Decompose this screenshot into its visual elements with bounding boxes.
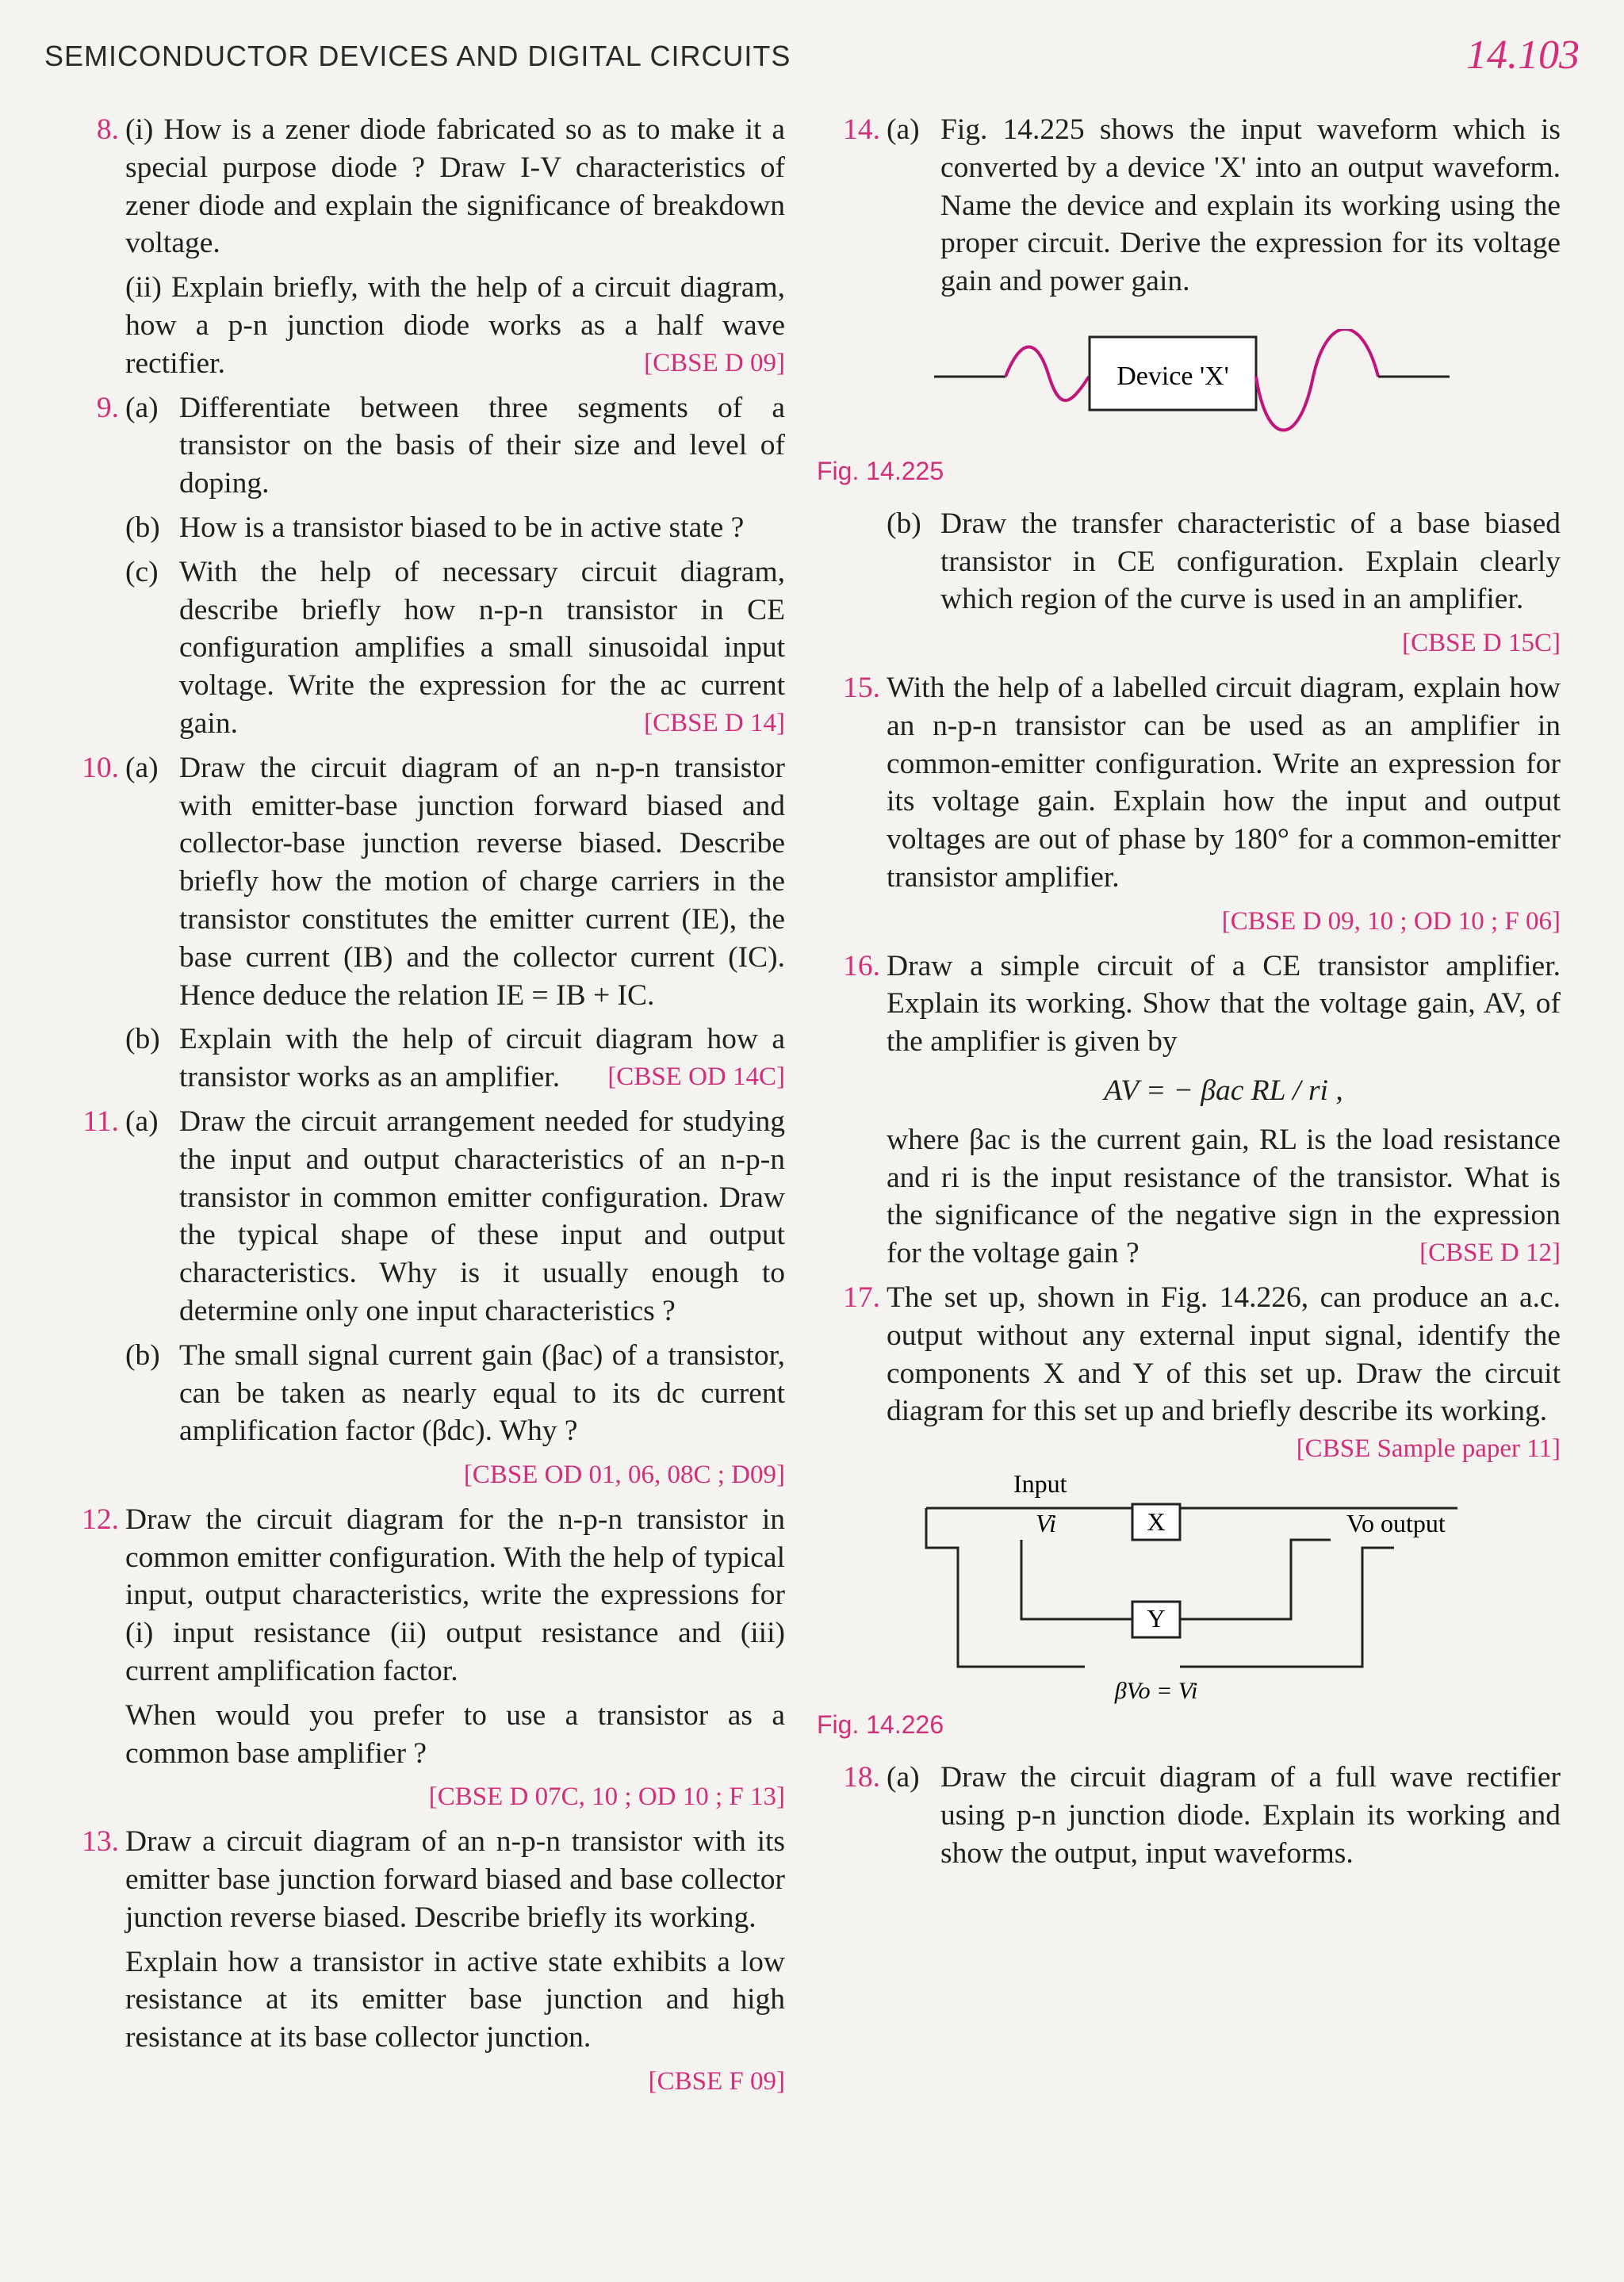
part-label: (b) (125, 511, 160, 544)
component-x-label: X (1147, 1507, 1166, 1536)
page-header (44, 32, 1580, 79)
question-15-text: With the help of a labelled circuit diagram, explain how an n-p-n transistor can be used as an amplifier in common-emitter configuration. Write an expression for its voltage gain. Explain how the input and output voltages are out of phase by 180° for a common-emitter transistor amplifier. (887, 671, 1561, 894)
part-label: (b) (125, 1338, 160, 1372)
question-number: 8. (96, 113, 119, 146)
question-number: 12. (82, 1503, 119, 1536)
question-9-part-c: With the help of necessary circuit diagram, describe briefly how n-p-n transistor in CE configuration amplifies a small sinusoidal input voltage. Write the expression for the ac current gain. [CBSE D 14] (179, 553, 785, 743)
question-18 (823, 1759, 1561, 1872)
question-number: 9. (96, 391, 119, 424)
question-8-part-i: (i) How is a zener diode fabricated so as to make it a special purpose diode ? Draw I-V characteristics of zener diode and explain the significance of breakdown voltage. (125, 113, 785, 260)
left-column (62, 111, 785, 2108)
question-11-part-a: Draw the circuit arrangement needed for studying the input and output characteristics of an n-p-n transistor in common emitter configuration. Draw the typical shape of these input and output characteristics. Why is it usually enough to determine only one input characteristics ? (179, 1105, 785, 1327)
question-16 (823, 948, 1561, 1273)
question-10-part-b: Explain with the help of circuit diagram how a transistor works as an amplifier. [CBSE OD 14C] (179, 1020, 785, 1097)
device-x-diagram (823, 329, 1561, 448)
part-label: (c) (125, 555, 159, 588)
question-14 (817, 111, 1561, 663)
question-18-part-a: Draw the circuit diagram of a full wave rectifier using p-n junction diode. Explain its working and show the output, input waveforms. (940, 1760, 1561, 1870)
component-y-label: Y (1147, 1603, 1166, 1633)
citation: [CBSE D 09, 10 ; OD 10 ; F 06] (1221, 906, 1561, 936)
question-number: 11. (82, 1105, 119, 1138)
question-12-followup: When would you prefer to use a transistor as a common base amplifier ? (125, 1698, 785, 1770)
figure-label: Fig. 14.226 (817, 1710, 944, 1740)
feedback-relation: βVo = Vi (1114, 1677, 1198, 1704)
question-11 (62, 1103, 785, 1495)
question-8-part-ii: (ii) Explain briefly, with the help of a circuit diagram, how a p-n junction diode works as a half wave rectifier. [CBSE D 09] (125, 269, 785, 382)
question-17-text: The set up, shown in Fig. 14.226, can produce an a.c. output without any external input signal, identify the components X and Y of this set up. Draw the circuit diagram for this set up and briefly describe its working. [CBSE Sample paper 11] (887, 1279, 1561, 1430)
question-13 (62, 1823, 785, 2101)
citation: [CBSE F 09] (648, 2067, 785, 2096)
question-16-text: Draw a simple circuit of a CE transistor amplifier. Explain its working. Show that the voltage gain, AV, of the amplifier is given by (887, 949, 1561, 1059)
figure-14-225 (823, 329, 1561, 448)
question-12 (62, 1501, 785, 1817)
part-label: (a) (125, 1105, 159, 1138)
citation: [CBSE D 12] (1419, 1239, 1561, 1268)
part-label: (b) (125, 1023, 160, 1056)
voltage-gain-formula: AV = − βac RL / ri , (1104, 1074, 1343, 1107)
citation: [CBSE D 14] (644, 708, 785, 737)
question-9-part-b: How is a transistor biased to be in active state ? (179, 511, 745, 544)
question-number: 17. (843, 1281, 880, 1314)
question-8 (62, 111, 785, 383)
vi-label: Vi (1036, 1508, 1057, 1537)
figure-14-226 (823, 1445, 1561, 1704)
citation: [CBSE D 09] (644, 348, 785, 377)
citation: [CBSE OD 01, 06, 08C ; D09] (463, 1461, 785, 1490)
part-label: (a) (887, 113, 920, 146)
question-number: 13. (82, 1825, 119, 1859)
book-title: SEMICONDUCTOR DEVICES AND DIGITAL CIRCUITS (44, 40, 791, 72)
question-10 (62, 749, 785, 1097)
question-17 (817, 1279, 1561, 1744)
citation: [CBSE D 15C] (1402, 629, 1561, 658)
part-label: (b) (887, 507, 921, 540)
question-number: 16. (843, 949, 880, 982)
question-14-part-a: Fig. 14.225 shows the input waveform which is converted by a device 'X' into an output waveform. Name the device and explain its working using the proper circuit. Derive the expression for its voltage gain and power gain. (940, 113, 1561, 298)
question-9-part-a: Differentiate between three segments of a transistor on the basis of their size and level of doping. (179, 391, 785, 500)
question-9 (62, 389, 785, 743)
question-number: 15. (843, 671, 880, 704)
citation: [CBSE OD 14C] (607, 1063, 785, 1092)
page-number: 14.103 (1466, 33, 1580, 78)
vo-output-label: Vo output (1346, 1508, 1446, 1537)
device-x-label: Device 'X' (1116, 361, 1229, 391)
input-label: Input (1013, 1468, 1067, 1498)
question-14-part-b: Draw the transfer characteristic of a base biased transistor in CE configuration. Explain clearly which region of the curve is used in an amplifier. (940, 507, 1561, 616)
part-label: (a) (125, 391, 159, 424)
part-label: (a) (125, 751, 159, 784)
question-11-part-b: The small signal current gain (βac) of a transistor, can be taken as nearly equal to its dc current amplification factor (βdc). Why ? (179, 1338, 785, 1448)
question-12-text: Draw the circuit diagram for the n-p-n transistor in common emitter configuration. With the help of typical input, output characteristics, write the expressions for (i) input resistance (ii) output resistance and (iii) current amplification factor. (125, 1503, 785, 1688)
question-13-text: Draw a circuit diagram of an n-p-n transistor with its emitter base junction forward biased and base collector junction reverse biased. Describe briefly its working. (125, 1825, 785, 1934)
citation: [CBSE Sample paper 11] (1296, 1434, 1561, 1464)
question-number: 10. (82, 751, 119, 784)
question-16-explanation: where βac is the current gain, RL is the load resistance and ri is the input resistance of the transistor. What is the significance of the negative sign in the expression for the voltage gain ? [CBSE D 12] (887, 1121, 1561, 1273)
question-15 (823, 669, 1561, 941)
oscillator-setup-diagram (823, 1468, 1561, 1706)
right-column (817, 111, 1561, 1878)
part-label: (a) (887, 1760, 920, 1794)
question-number: 18. (843, 1760, 880, 1794)
citation: [CBSE D 07C, 10 ; OD 10 ; F 13] (428, 1782, 785, 1812)
question-13-followup: Explain how a transistor in active state exhibits a low resistance at its emitter base junction and high resistance at its base collector junction. (125, 1945, 785, 2054)
question-10-part-a: Draw the circuit diagram of an n-p-n transistor with emitter-base junction forward biased and collector-base junction reverse biased. Describe briefly how the motion of charge carriers in the transistor constitutes the emitter current (IE), the base current (IB) and the collector current (IC). Hence deduce the relation IE = IB + IC. (179, 751, 785, 1012)
figure-label: Fig. 14.225 (817, 456, 944, 485)
question-number: 14. (843, 113, 880, 146)
